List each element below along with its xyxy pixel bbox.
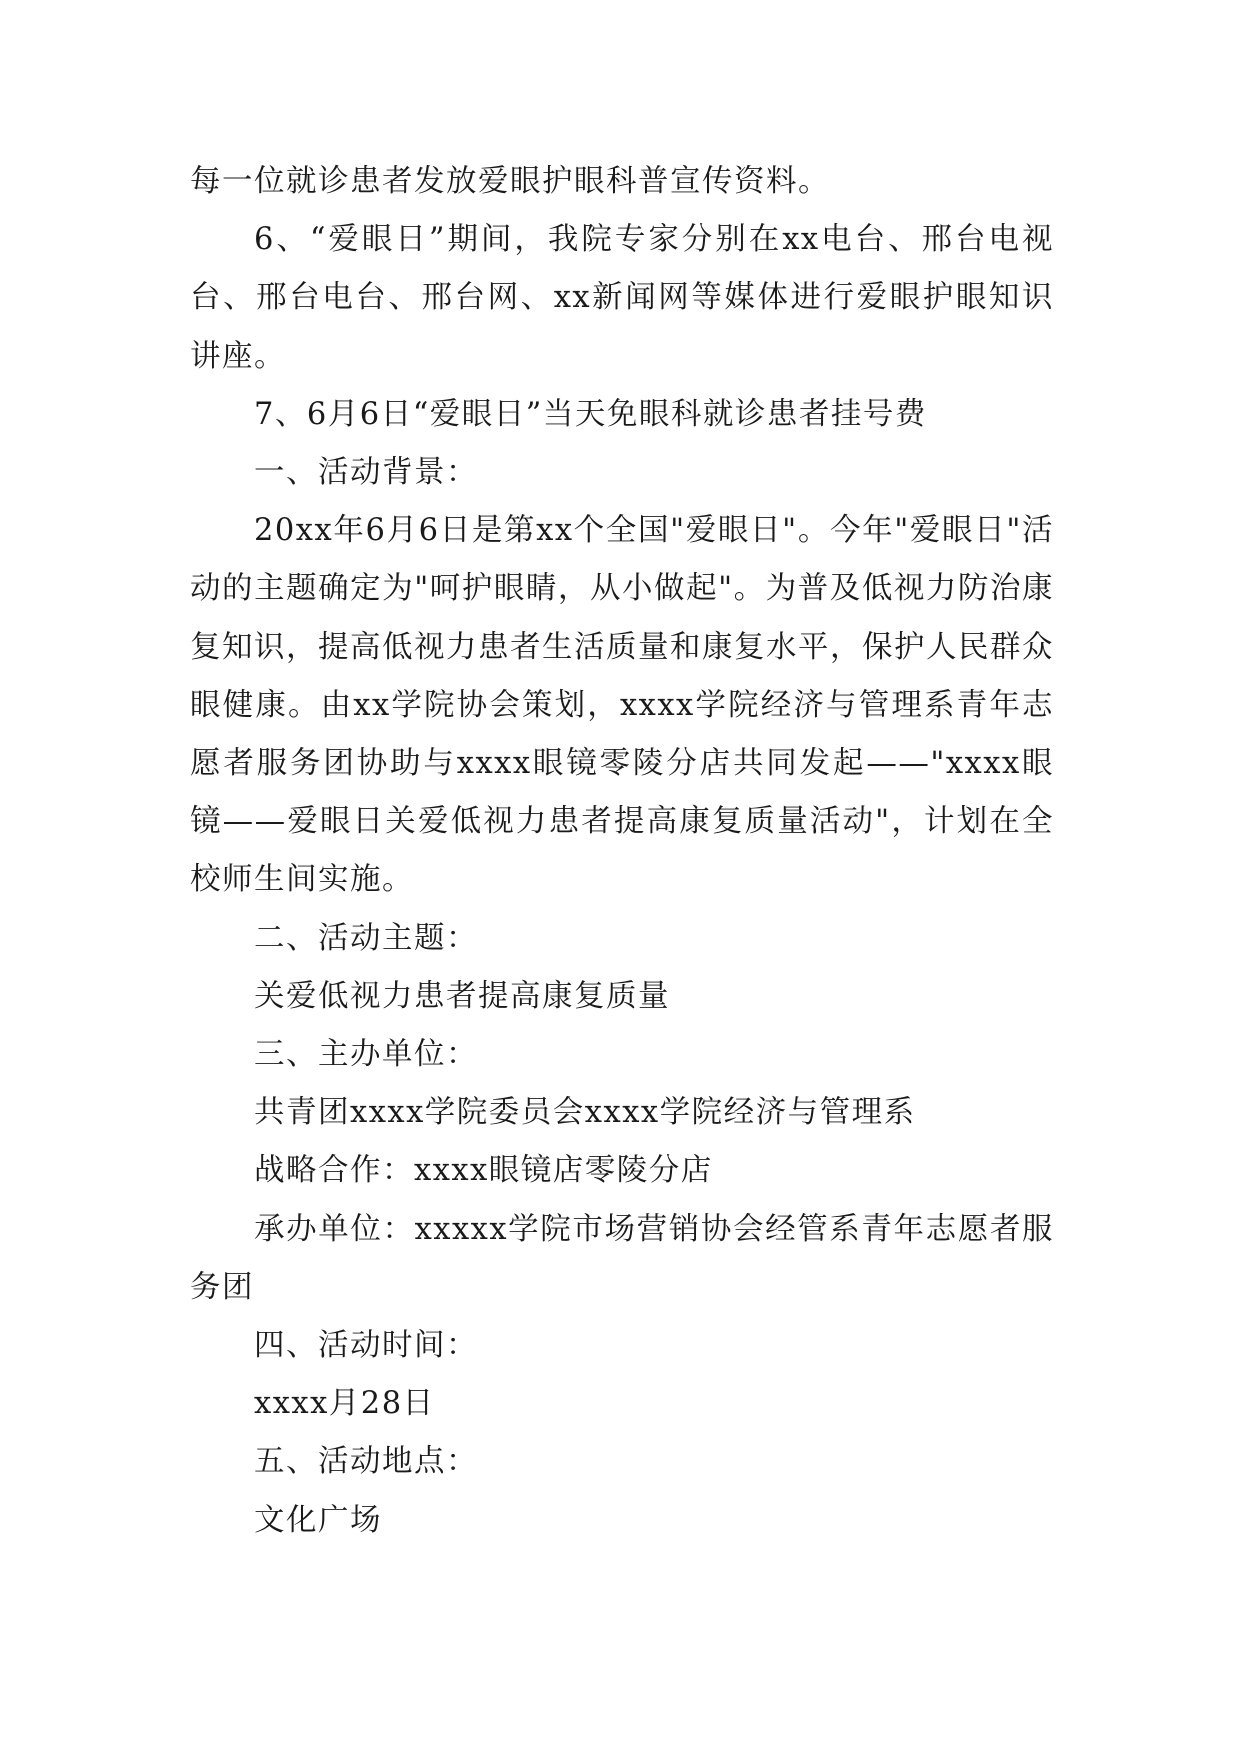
document-body — [190, 153, 1054, 1550]
paragraph-partner: 战略合作：xxxx眼镜店零陵分店 — [254, 1153, 713, 1189]
paragraph-item-7: 7、6月6日“爱眼日”当天免眼科就诊患者挂号费 — [254, 396, 927, 432]
heading-organizer: 三、主办单位： — [254, 1037, 478, 1073]
heading-theme: 二、活动主题： — [254, 920, 478, 956]
paragraph-background: 20xx年6月6日是第xx个全国"爱眼日"。今年"爱眼日"活动的主题确定为"呵护眼睛，从小做起"。为普及低视力防治康复知识，提高低视力患者生活质量和康复水平，保护人民群众眼健康。由xx学院协会策划，xxxx学院经济与管理系青年志愿者服务团协助与xxxx眼镜零陵分店共同发起——"xxxx眼镜——爱眼日关爱低视力患者提高康复质量活动"，计划在全校师生间实施。 — [190, 513, 1054, 898]
heading-time: 四、活动时间： — [254, 1328, 478, 1364]
paragraph-host: 承办单位：xxxxx学院市场营销协会经管系青年志愿者服务团 — [190, 1211, 1054, 1305]
paragraph-theme: 关爱低视力患者提高康复质量 — [254, 978, 670, 1014]
paragraph-item-6: 6、“爱眼日”期间，我院专家分别在xx电台、邢台电视台、邢台电台、邢台网、xx新闻网等媒体进行爱眼护眼知识讲座。 — [190, 222, 1054, 374]
paragraph-time: xxxx月28日 — [254, 1386, 435, 1422]
heading-background: 一、活动背景： — [254, 455, 478, 491]
paragraph-organizer: 共青团xxxx学院委员会xxxx学院经济与管理系 — [254, 1095, 916, 1131]
paragraph-location: 文化广场 — [254, 1502, 382, 1538]
heading-location: 五、活动地点： — [254, 1444, 478, 1480]
paragraph-handout: 每一位就诊患者发放爱眼护眼科普宣传资料。 — [190, 164, 830, 199]
